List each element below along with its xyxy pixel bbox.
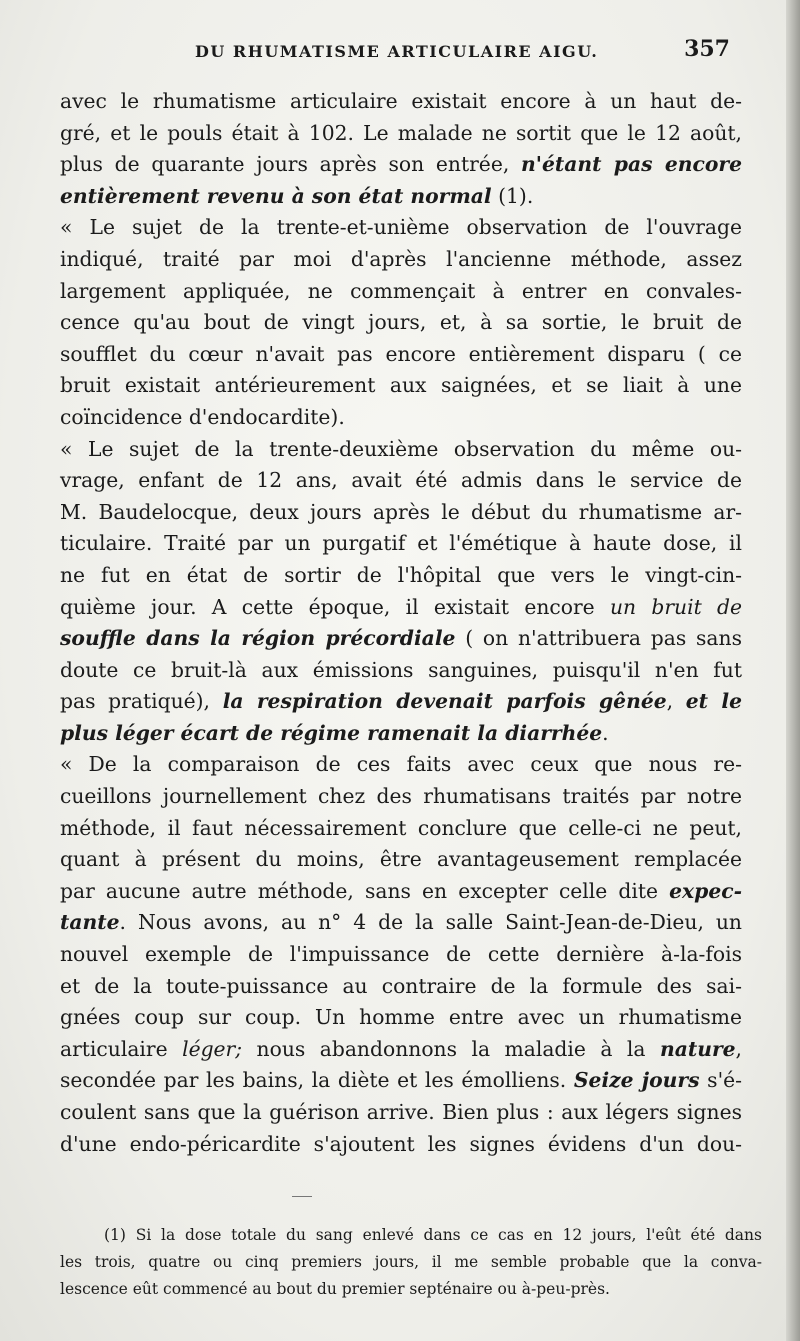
text-line — [60, 876, 742, 908]
text-span: coulent sans que la guérison arrive. Bien plus : aux légers signes — [60, 1100, 742, 1124]
text-span: M. Baudelocque, deux jours après le début du rhumatisme ar- — [60, 499, 742, 524]
text-line — [60, 528, 742, 560]
text-span: cueillons journellement chez des rhumatisans traités par notre — [60, 784, 742, 809]
emphasis-span: nature — [659, 1036, 736, 1061]
text-span: coïncidence d'endocardite). — [60, 404, 345, 429]
text-span: « De la comparaison de ces faits avec ceux que nous re- — [60, 752, 742, 777]
running-title: DU RHUMATISME ARTICULAIRE AIGU. — [195, 42, 599, 61]
text-span: , — [666, 689, 686, 714]
text-span: ( on n'attribuera pas sans — [455, 626, 742, 651]
text-span: s'é- — [699, 1068, 742, 1093]
emphasis-span: expec- — [669, 878, 742, 903]
text-span: pas pratiqué), — [60, 689, 223, 714]
footnote — [60, 1222, 762, 1303]
text-line — [60, 497, 742, 529]
text-line — [60, 118, 742, 150]
text-line — [60, 907, 742, 939]
emphasis-span: la respiration devenait parfois gênée — [222, 689, 667, 714]
text-line — [60, 971, 742, 1003]
page-number: 357 — [684, 36, 730, 62]
text-span: articulaire — [60, 1036, 183, 1061]
text-span: bruit existait antérieurement aux saignées, et se liait à une — [60, 373, 742, 398]
text-span: vrage, enfant de 12 ans, avait été admis dans le service de — [60, 468, 742, 493]
page-header — [60, 36, 740, 68]
emphasis-span: n'étant pas encore — [520, 152, 742, 177]
text-line — [60, 1034, 742, 1066]
text-line — [60, 749, 742, 781]
text-line — [60, 244, 742, 276]
text-line — [60, 623, 742, 655]
text-span: doute ce bruit-là aux émissions sanguines, puisqu'il n'en fut — [60, 657, 742, 682]
footnote-line: (1) Si la dose totale du sang enlevé dans ce cas en 12 jours, l'eût été dans — [104, 1226, 762, 1244]
text-span: ne fut en état de sortir de l'hôpital que vers le vingt-cin- — [60, 562, 742, 587]
emphasis-span: Seize jours — [573, 1068, 700, 1093]
text-span: secondée par les bains, la diète et les émolliens. — [60, 1068, 574, 1093]
text-span: gré, et le pouls était à 102. Le malade ne sortit que le 12 août, — [60, 120, 742, 145]
text-span: largement appliquée, ne commençait à entrer en convales- — [60, 278, 742, 303]
emphasis-span: un bruit de — [609, 594, 742, 619]
footnote-line: les trois, quatre ou cinq premiers jours, il me semble probable que la conva- — [60, 1253, 762, 1271]
text-line — [60, 1065, 742, 1097]
footnote-separator — [292, 1196, 312, 1197]
text-line — [60, 276, 742, 308]
text-line — [60, 1097, 742, 1129]
text-line — [60, 560, 742, 592]
text-line — [60, 181, 742, 213]
text-line — [60, 307, 742, 339]
text-line — [60, 86, 742, 118]
text-span: « Le sujet de la trente-deuxième observation du même ou- — [60, 436, 742, 461]
text-line — [60, 465, 742, 497]
text-line — [60, 781, 742, 813]
text-span: par aucune autre méthode, sans en excepter celle dite — [60, 878, 670, 903]
text-line — [60, 844, 742, 876]
text-span: avec le rhumatisme articulaire existait encore à un haut de- — [60, 89, 742, 113]
text-line — [60, 212, 742, 244]
text-span: cence qu'au bout de vingt jours, et, à sa sortie, le bruit de — [60, 310, 742, 335]
body-text — [60, 86, 742, 1160]
text-line — [60, 434, 742, 466]
emphasis-span: tante — [60, 910, 120, 935]
text-span: nous abandonnons la maladie à la — [242, 1036, 660, 1061]
text-span: ticulaire. Traité par un purgatif et l'émétique à haute dose, il — [60, 531, 742, 556]
text-span: quant à présent du moins, être avantageusement remplacée — [60, 847, 742, 872]
text-span: . — [602, 720, 609, 745]
text-span: soufflet du cœur n'avait pas encore entièrement disparu ( ce — [60, 341, 742, 366]
text-span: nouvel exemple de l'impuissance de cette dernière à-la-fois — [60, 942, 742, 967]
text-span: , — [735, 1036, 742, 1061]
text-line — [60, 370, 742, 402]
text-line — [60, 592, 742, 624]
text-line — [60, 1002, 742, 1034]
emphasis-span: plus léger écart de régime ramenait la diarrhée — [60, 720, 603, 745]
footnote-reference: (1). — [491, 183, 534, 208]
emphasis-span: souffle dans la région précordiale — [60, 626, 456, 651]
text-line — [60, 339, 742, 371]
text-line — [60, 149, 742, 181]
footnote-line: lescence eût commencé au bout du premier septénaire ou à-peu-près. — [60, 1280, 610, 1298]
emphasis-span: entièrement revenu à son état normal — [60, 183, 492, 208]
text-span: plus de quarante jours après son entrée, — [60, 152, 521, 177]
text-span: gnées coup sur coup. Un homme entre avec un rhumatisme — [60, 1005, 742, 1030]
text-line — [60, 1129, 742, 1161]
text-span: indiqué, traité par moi d'après l'ancienne méthode, assez — [60, 246, 742, 271]
text-span: méthode, il faut nécessairement conclure que celle-ci ne peut, — [60, 815, 742, 840]
text-span: quième jour. A cette époque, il existait encore — [60, 594, 610, 619]
text-span: d'une endo-péricardite s'ajoutent les signes évidens d'un dou- — [60, 1131, 742, 1156]
text-line — [60, 686, 742, 718]
text-line — [60, 718, 742, 750]
emphasis-span: et le — [685, 689, 742, 714]
text-line — [60, 939, 742, 971]
text-span: et de la toute-puissance au contraire de la formule des sai- — [60, 973, 742, 998]
text-line — [60, 813, 742, 845]
text-line — [60, 402, 742, 434]
text-line — [60, 655, 742, 687]
page-gutter-shadow — [786, 0, 800, 1341]
text-span: « Le sujet de la trente-et-unième observation de l'ouvrage — [60, 215, 742, 240]
emphasis-span: léger; — [182, 1036, 243, 1061]
text-span: . Nous avons, au n° 4 de la salle Saint-Jean-de-Dieu, un — [119, 910, 742, 935]
